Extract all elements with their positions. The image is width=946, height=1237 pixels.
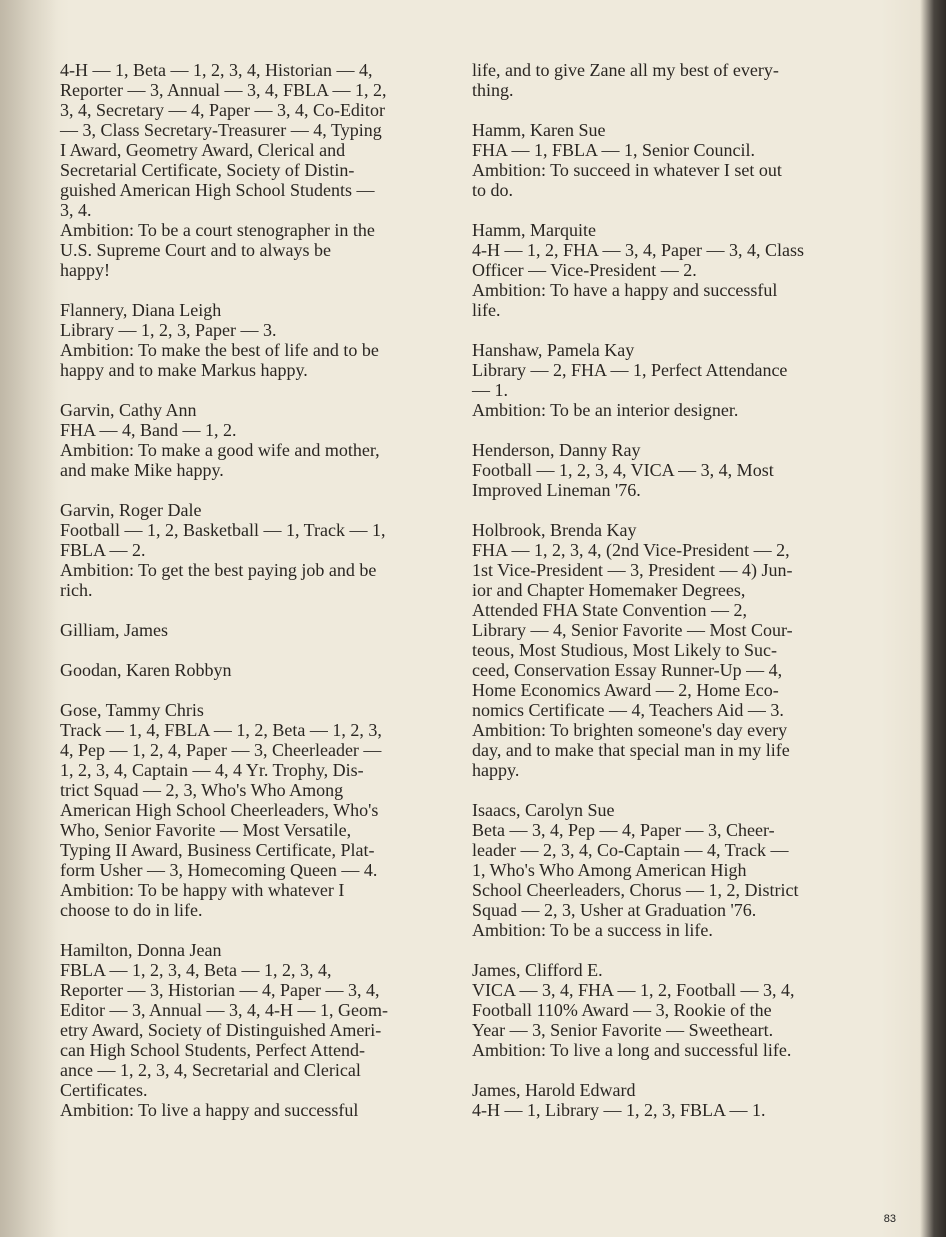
entry-text-line: Editor — 3, Annual — 3, 4, 4-H — 1, Geom- [60, 1000, 388, 1020]
entry-text-line: 3, 4. [60, 200, 92, 220]
entry-text-line: Track — 1, 4, FBLA — 1, 2, Beta — 1, 2, 3, [60, 720, 382, 740]
entry-text-line: Attended FHA State Convention — 2, [472, 600, 747, 620]
entry-text-line: ceed, Conservation Essay Runner-Up — 4, [472, 660, 783, 680]
student-name: James, Clifford E. [472, 960, 603, 980]
entry-text-line: U.S. Supreme Court and to always be [60, 240, 331, 260]
entry-text-line: FHA — 1, FBLA — 1, Senior Council. [472, 140, 756, 160]
entry-text-line: teous, Most Studious, Most Likely to Suc- [472, 640, 778, 660]
entry-text-line: Reporter — 3, Annual — 3, 4, FBLA — 1, 2, [60, 80, 387, 100]
senior-entry [60, 700, 440, 920]
senior-entry [472, 1080, 856, 1120]
entry-text-line: Football — 1, 2, 3, 4, VICA — 3, 4, Most [472, 460, 774, 480]
entry-text-line: Typing II Award, Business Certificate, Plat- [60, 840, 375, 860]
entry-text-line: 4, Pep — 1, 2, 4, Paper — 3, Cheerleader — [60, 740, 382, 760]
entry-text-line: Year — 3, Senior Favorite — Sweetheart. [472, 1020, 774, 1040]
student-name: Hamm, Karen Sue [472, 120, 606, 140]
entry-text-line: rich. [60, 580, 93, 600]
entry-text-line: Library — 4, Senior Favorite — Most Cour- [472, 620, 793, 640]
senior-entry [60, 620, 440, 640]
entry-text-line: happy! [60, 260, 110, 280]
senior-entry [60, 660, 440, 680]
student-name: Garvin, Roger Dale [60, 500, 202, 520]
entry-text-line: Who, Senior Favorite — Most Versatile, [60, 820, 352, 840]
binding-shadow [0, 0, 58, 1237]
student-name: Gose, Tammy Chris [60, 700, 204, 720]
senior-entry [472, 520, 856, 780]
entry-text-line: Ambition: To make a good wife and mother, [60, 440, 380, 460]
senior-entry [60, 500, 440, 600]
student-name: Garvin, Cathy Ann [60, 400, 197, 420]
entry-text-line: 4-H — 1, Library — 1, 2, 3, FBLA — 1. [472, 1100, 766, 1120]
entry-text-line: 1, 2, 3, 4, Captain — 4, 4 Yr. Trophy, Dis- [60, 760, 364, 780]
entry-text-line: FHA — 4, Band — 1, 2. [60, 420, 237, 440]
student-name: Hamilton, Donna Jean [60, 940, 222, 960]
right-column [472, 60, 856, 1140]
entry-text-line: to do. [472, 180, 514, 200]
entry-text-line: Ambition: To succeed in whatever I set out [472, 160, 782, 180]
entry-text-line: Football — 1, 2, Basketball — 1, Track — 1, [60, 520, 386, 540]
entry-text-line: Ambition: To brighten someone's day every [472, 720, 788, 740]
student-name: Isaacs, Carolyn Sue [472, 800, 615, 820]
entry-text-line: FBLA — 2. [60, 540, 146, 560]
entry-text-line: Ambition: To make the best of life and to be [60, 340, 379, 360]
entry-text-line: ior and Chapter Homemaker Degrees, [472, 580, 746, 600]
student-name: Flannery, Diana Leigh [60, 300, 222, 320]
entry-text-line: life, and to give Zane all my best of every- [472, 60, 779, 80]
entry-text-line: etry Award, Society of Distinguished Ameri- [60, 1020, 382, 1040]
entry-text-line: can High School Students, Perfect Attend- [60, 1040, 365, 1060]
entry-text-line: Ambition: To live a long and successful life. [472, 1040, 792, 1060]
entry-text-line: Library — 2, FHA — 1, Perfect Attendance [472, 360, 788, 380]
entry-text-line: 4-H — 1, Beta — 1, 2, 3, 4, Historian — 4, [60, 60, 373, 80]
entry-text-line: Ambition: To be happy with whatever I [60, 880, 345, 900]
entry-text-line: Squad — 2, 3, Usher at Graduation '76. [472, 900, 757, 920]
entry-text-line: School Cheerleaders, Chorus — 1, 2, District [472, 880, 799, 900]
entry-text-line: nomics Certificate — 4, Teachers Aid — 3. [472, 700, 784, 720]
entry-text-line: Certificates. [60, 1080, 148, 1100]
entry-text-line: VICA — 3, 4, FHA — 1, 2, Football — 3, 4, [472, 980, 795, 1000]
entry-text-line: 1, Who's Who Among American High [472, 860, 747, 880]
student-name: Gilliam, James [60, 620, 168, 640]
entry-text-line: Reporter — 3, Historian — 4, Paper — 3, 4, [60, 980, 380, 1000]
senior-entry [60, 400, 440, 480]
senior-entry [60, 940, 440, 1120]
entry-text-line: Football 110% Award — 3, Rookie of the [472, 1000, 772, 1020]
senior-entry [472, 60, 856, 100]
entry-text-line: Ambition: To live a happy and successful [60, 1100, 359, 1120]
entry-text-line: Ambition: To be a court stenographer in the [60, 220, 375, 240]
student-name: James, Harold Edward [472, 1080, 636, 1100]
entry-text-line: FHA — 1, 2, 3, 4, (2nd Vice-President — 2, [472, 540, 790, 560]
student-name: Hamm, Marquite [472, 220, 596, 240]
entry-text-line: Secretarial Certificate, Society of Distin- [60, 160, 355, 180]
entry-text-line: life. [472, 300, 501, 320]
entry-text-line: guished American High School Students — [60, 180, 375, 200]
senior-entry [472, 220, 856, 320]
entry-text-line: Ambition: To be a success in life. [472, 920, 713, 940]
senior-entry [472, 120, 856, 200]
entry-text-line: form Usher — 3, Homecoming Queen — 4. [60, 860, 378, 880]
entry-text-line: ance — 1, 2, 3, 4, Secretarial and Clerical [60, 1060, 361, 1080]
entry-text-line: FBLA — 1, 2, 3, 4, Beta — 1, 2, 3, 4, [60, 960, 332, 980]
entry-text-line: American High School Cheerleaders, Who's [60, 800, 379, 820]
entry-text-line: 3, 4, Secretary — 4, Paper — 3, 4, Co-Editor [60, 100, 385, 120]
entry-text-line: Improved Lineman '76. [472, 480, 641, 500]
entry-text-line: and make Mike happy. [60, 460, 224, 480]
entry-text-line: happy and to make Markus happy. [60, 360, 308, 380]
entry-text-line: — 1. [472, 380, 508, 400]
page-number: 83 [883, 1213, 896, 1225]
student-name: Henderson, Danny Ray [472, 440, 641, 460]
entry-text-line: 1st Vice-President — 3, President — 4) Jun- [472, 560, 793, 580]
entry-text-line: Ambition: To get the best paying job and be [60, 560, 377, 580]
entry-text-line: Home Economics Award — 2, Home Eco- [472, 680, 779, 700]
entry-text-line: — 3, Class Secretary-Treasurer — 4, Typing [60, 120, 382, 140]
entry-text-line: Beta — 3, 4, Pep — 4, Paper — 3, Cheer- [472, 820, 775, 840]
senior-entry [472, 800, 856, 940]
senior-entry [60, 60, 440, 280]
student-name: Holbrook, Brenda Kay [472, 520, 637, 540]
entry-text-line: day, and to make that special man in my life [472, 740, 790, 760]
entry-text-line: Ambition: To have a happy and successful [472, 280, 778, 300]
entry-text-line: Officer — Vice-President — 2. [472, 260, 697, 280]
entry-text-line: happy. [472, 760, 520, 780]
entry-text-line: Ambition: To be an interior designer. [472, 400, 739, 420]
entry-text-line: choose to do in life. [60, 900, 203, 920]
entry-text-line: Library — 1, 2, 3, Paper — 3. [60, 320, 277, 340]
senior-entry [472, 340, 856, 420]
senior-entry [60, 300, 440, 380]
senior-entry [472, 440, 856, 500]
entry-text-line: 4-H — 1, 2, FHA — 3, 4, Paper — 3, 4, Class [472, 240, 804, 260]
entry-text-line: I Award, Geometry Award, Clerical and [60, 140, 346, 160]
entry-text-line: leader — 2, 3, 4, Co-Captain — 4, Track — [472, 840, 789, 860]
left-column [60, 60, 440, 1140]
entry-text-line: trict Squad — 2, 3, Who's Who Among [60, 780, 344, 800]
student-name: Hanshaw, Pamela Kay [472, 340, 635, 360]
student-name: Goodan, Karen Robbyn [60, 660, 232, 680]
senior-entry [472, 960, 856, 1060]
entry-text-line: thing. [472, 80, 514, 100]
